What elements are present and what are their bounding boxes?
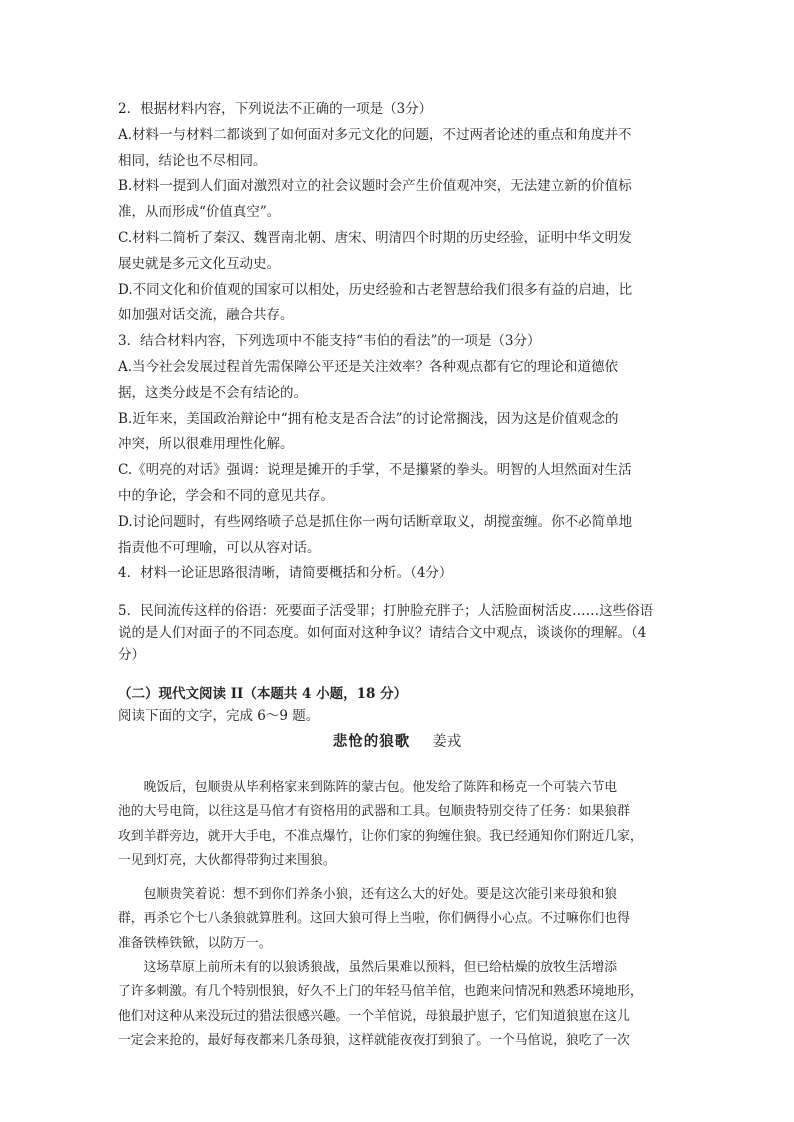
q2-line: A.材料一与材料二都谈到了如何面对多元文化的问题，不过两者论述的重点和角度并不 — [118, 126, 632, 143]
story-line: 池的大号电筒，以往这是马倌才有资格用的武器和工具。包顺贵特别交待了任务：如果狼群 — [118, 804, 630, 820]
story-line: 晚饭后，包顺贵从毕利格家来到陈阵的蒙古包。他发给了陈阵和杨克一个可装六节电 — [118, 780, 618, 795]
q2-line: C.材料二简析了秦汉、魏晋南北朝、唐宋、明清四个时期的历史经验，证明中华文明发 — [118, 229, 632, 246]
story-line: 一见到灯亮，大伙都得带狗过来围狼。 — [118, 852, 336, 868]
story-title: 悲怆的狼歌 — [332, 733, 411, 750]
q2-line: D.不同文化和价值观的国家可以相处，历史经验和古老智慧给我们很多有益的启迪，比 — [118, 281, 633, 298]
q3-line: 指责他不可理喻，可以从容对话。 — [118, 539, 321, 556]
q5-line: 5．民间流传这样的俗语：死要面子活受罪；打肿脸充胖子；人活脸面树活皮……这些俗语 — [118, 603, 654, 619]
q3-line: D.讨论问题时，有些网络喷子总是抓住你一两句话断章取义，胡搅蛮缠。你不必简单地 — [118, 513, 633, 530]
q2-line: 相同，结论也不尽相同。 — [118, 152, 267, 169]
q5-line: 分） — [118, 647, 145, 663]
story-line: 群，再杀它个七八条狼就算胜利。这回大狼可得上当啦，你们俩得小心点。不过嘛你们也得 — [118, 911, 630, 927]
q3-line: C.《明亮的对话》强调：说理是摊开的手掌，不是攥紧的拳头。明智的人坦然面对生活 — [118, 462, 632, 479]
section-heading: （二）现代文阅读 II（本题共 4 小题，18 分） — [118, 686, 408, 702]
story-line: 他们对这种从来没玩过的猎法很感兴趣。一个羊倌说，母狼最护崽子，它们知道狼崽在这儿 — [118, 1008, 630, 1024]
q2-line: 准，从而形成“价值真空”。 — [118, 204, 281, 221]
story-line: 了许多刺激。有几个特别恨狼，好久不上门的年轻马倌羊倌，也跑来问情况和熟悉环境地形， — [118, 984, 643, 1000]
story-line: 攻到羊群旁边，就开大手电，不准点爆竹，让你们家的狗缠住狼。我已经通知你们附近几家， — [118, 828, 643, 844]
q5-line: 说的是人们对面子的不同态度。如何面对这种争议？请结合文中观点，谈谈你的理解。（4 — [118, 625, 647, 641]
paragraph-gap — [118, 873, 684, 883]
question-5 — [118, 600, 678, 666]
story-title-row — [0, 732, 794, 752]
section-header — [118, 683, 678, 727]
q2-line: 如加强对话交流，融合共存。 — [118, 307, 294, 324]
q3-line: 3．结合材料内容，下列选项中不能支持“韦伯的看法”的一项是（3分） — [118, 333, 541, 350]
q3-line: A.当今社会发展过程首先需保障公平还是关注效率？各种观点都有它的理论和道德依 — [118, 358, 619, 375]
q3-line: 据，这类分歧是不会有结论的。 — [118, 384, 307, 401]
story-line: 准备铁棒铁锨，以防万一。 — [118, 935, 272, 951]
q3-line: 冲突，所以很难用理性化解。 — [118, 436, 294, 453]
section-instruction: 阅读下面的文字，完成 6～9 题。 — [118, 708, 320, 724]
q3-line: B.近年来，美国政治辩论中“拥有枪支是否合法”的讨论常搁浅，因为这是价值观念的 — [118, 410, 619, 427]
q3-line: 中的争论，学会和不同的意见共存。 — [118, 487, 334, 504]
story-line: 包顺贵笑着说：想不到你们养条小狼，还有这么大的好处。要是这次能引来母狼和狼 — [118, 887, 618, 903]
q4-line: 4．材料一论证思路很清晰，请简要概括和分析。（4分） — [118, 565, 453, 582]
story-author: 姜戎 — [432, 734, 462, 750]
q2-line: B.材料一提到人们面对激烈对立的社会议题时会产生价值观冲突，无法建立新的价值标 — [118, 178, 632, 195]
story-line: 一定会来抢的，最好每夜都来几条母狼，这样就能夜夜打到狼了。一个马倌说，狼吃了一次 — [118, 1032, 630, 1048]
story-body — [118, 776, 684, 1053]
q2-line: 2．根据材料内容，下列说法不正确的一项是（3分） — [118, 101, 433, 117]
story-line: 这场草原上前所未有的以狼诱狼战，虽然后果难以预料，但已给枯燥的放牧生活增添 — [118, 960, 618, 976]
questions-2-4 — [118, 97, 678, 587]
q2-line: 展史就是多元文化互动史。 — [118, 255, 280, 272]
